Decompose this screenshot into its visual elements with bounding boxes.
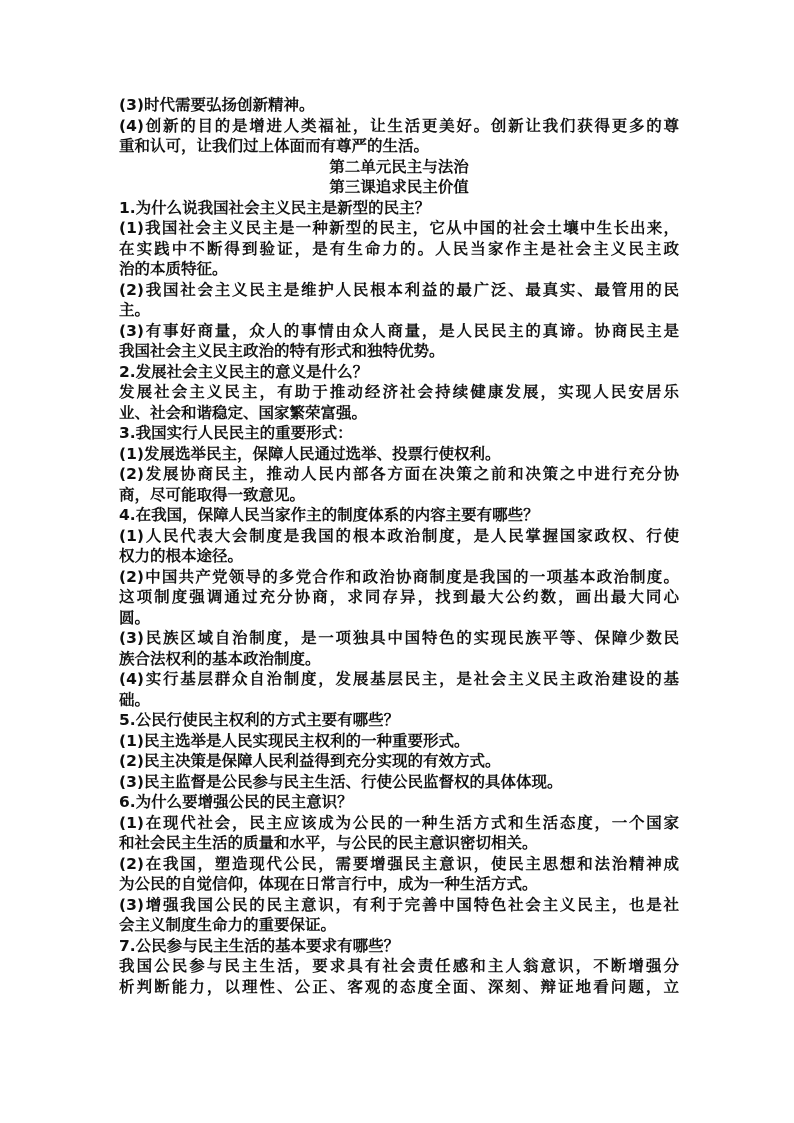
text-line: 会主义制度生命力的重要保证。 (119, 916, 337, 934)
text-line: (3)有事好商量，众人的事情由众人商量，是人民民主的真谛。协商民主是 (119, 321, 679, 340)
text-line: (3)民主监督是公民参与民主生活、行使公民监督权的具体体现。 (119, 772, 563, 791)
text-line: 7.公民参与民主生活的基本要求有哪些？ (119, 936, 400, 955)
text-line: (1)在现代社会，民主应该成为公民的一种生活方式和生活态度，一个国家 (119, 813, 679, 832)
text-line: (2)发展协商民主，推动人民内部各方面在决策之前和决策之中进行充分协 (119, 465, 679, 483)
text-line: (2)在我国，塑造现代公民，需要增强民主意识，使民主思想和法治精神成 (119, 854, 679, 873)
text-line: 业、社会和谐稳定、国家繁荣富强。 (119, 403, 368, 422)
text-line: (2)民主决策是保障人民利益得到充分实现的有效方式。 (119, 752, 501, 770)
text-line: 1.为什么说我国社会主义民主是新型的民主？ (119, 198, 431, 217)
text-line: (1)我国社会主义民主是一种新型的民主，它从中国的社会土壤中生长出来， (119, 219, 679, 237)
heading-line: 第三课追求民主价值 (329, 178, 469, 196)
text-line: 圆。 (119, 608, 151, 627)
text-line: 这项制度强调通过充分协商，求同存异，找到最大公约数，画出最大同心 (119, 588, 679, 606)
text-line: 2.发展社会主义民主的意义是什么？ (119, 362, 369, 381)
text-line: 3.我国实行人民民主的重要形式： (119, 424, 353, 442)
heading-line: 第二单元民主与法治 (329, 157, 469, 176)
text-line: 商，尽可能取得一致意见。 (119, 485, 306, 504)
text-line: (1)人民代表大会制度是我国的根本政治制度，是人民掌握国家政权、行使 (119, 526, 679, 545)
text-line: 5.公民行使民主权利的方式主要有哪些？ (119, 711, 400, 729)
text-line: (4)创新的目的是增进人类福祉，让生活更美好。创新让我们获得更多的尊 (119, 116, 679, 135)
text-line: 础。 (119, 690, 151, 709)
text-line: (3)时代需要弘扬创新精神。 (119, 96, 315, 114)
text-line: (4)实行基层群众自治制度，发展基层民主，是社会主义民主政治建设的基 (119, 670, 679, 688)
document-page (119, 95, 679, 997)
text-line: 在实践中不断得到验证，是有生命力的。人民当家作主是社会主义民主政 (119, 239, 679, 258)
text-line: (1)发展选举民主，保障人民通过选举、投票行使权利。 (119, 444, 501, 463)
text-line: 治的本质特征。 (119, 260, 228, 278)
text-line: (3)增强我国公民的民主意识，有利于完善中国特色社会主义民主，也是社 (119, 895, 679, 914)
text-line: 族合法权利的基本政治制度。 (119, 649, 321, 668)
text-line: 重和认可，让我们过上体面而有尊严的生活。 (119, 137, 430, 155)
text-line: 和社会民主生活的质量和水平，与公民的民主意识密切相关。 (119, 834, 538, 852)
text-line: 主。 (119, 301, 151, 319)
text-line: (3)民族区域自治制度，是一项独具中国特色的实现民族平等、保障少数民 (119, 629, 679, 647)
text-line: (2)中国共产党领导的多党合作和政治协商制度是我国的一项基本政治制度。 (119, 567, 679, 586)
text-line: (1)民主选举是人民实现民主权利的一种重要形式。 (119, 731, 470, 750)
text-line: 4.在我国，保障人民当家作主的制度体系的内容主要有哪些？ (119, 506, 539, 524)
text-line: 我国社会主义民主政治的特有形式和独特优势。 (119, 342, 445, 360)
text-line: 析判断能力，以理性、公正、客观的态度全面、深刻、辩证地看问题，立 (119, 977, 679, 996)
text-line: 发展社会主义民主，有助于推动经济社会持续健康发展，实现人民安居乐 (119, 383, 679, 401)
text-line: 我国公民参与民主生活，要求具有社会责任感和主人翁意识，不断增强分 (119, 957, 679, 975)
text-line: (2)我国社会主义民主是维护人民根本利益的最广泛、最真实、最管用的民 (119, 280, 679, 299)
text-line: 权力的根本途径。 (119, 547, 244, 565)
text-line: 6.为什么要增强公民的民主意识？ (119, 793, 353, 811)
text-line: 为公民的自觉信仰，体现在日常言行中，成为一种生活方式。 (119, 875, 538, 893)
